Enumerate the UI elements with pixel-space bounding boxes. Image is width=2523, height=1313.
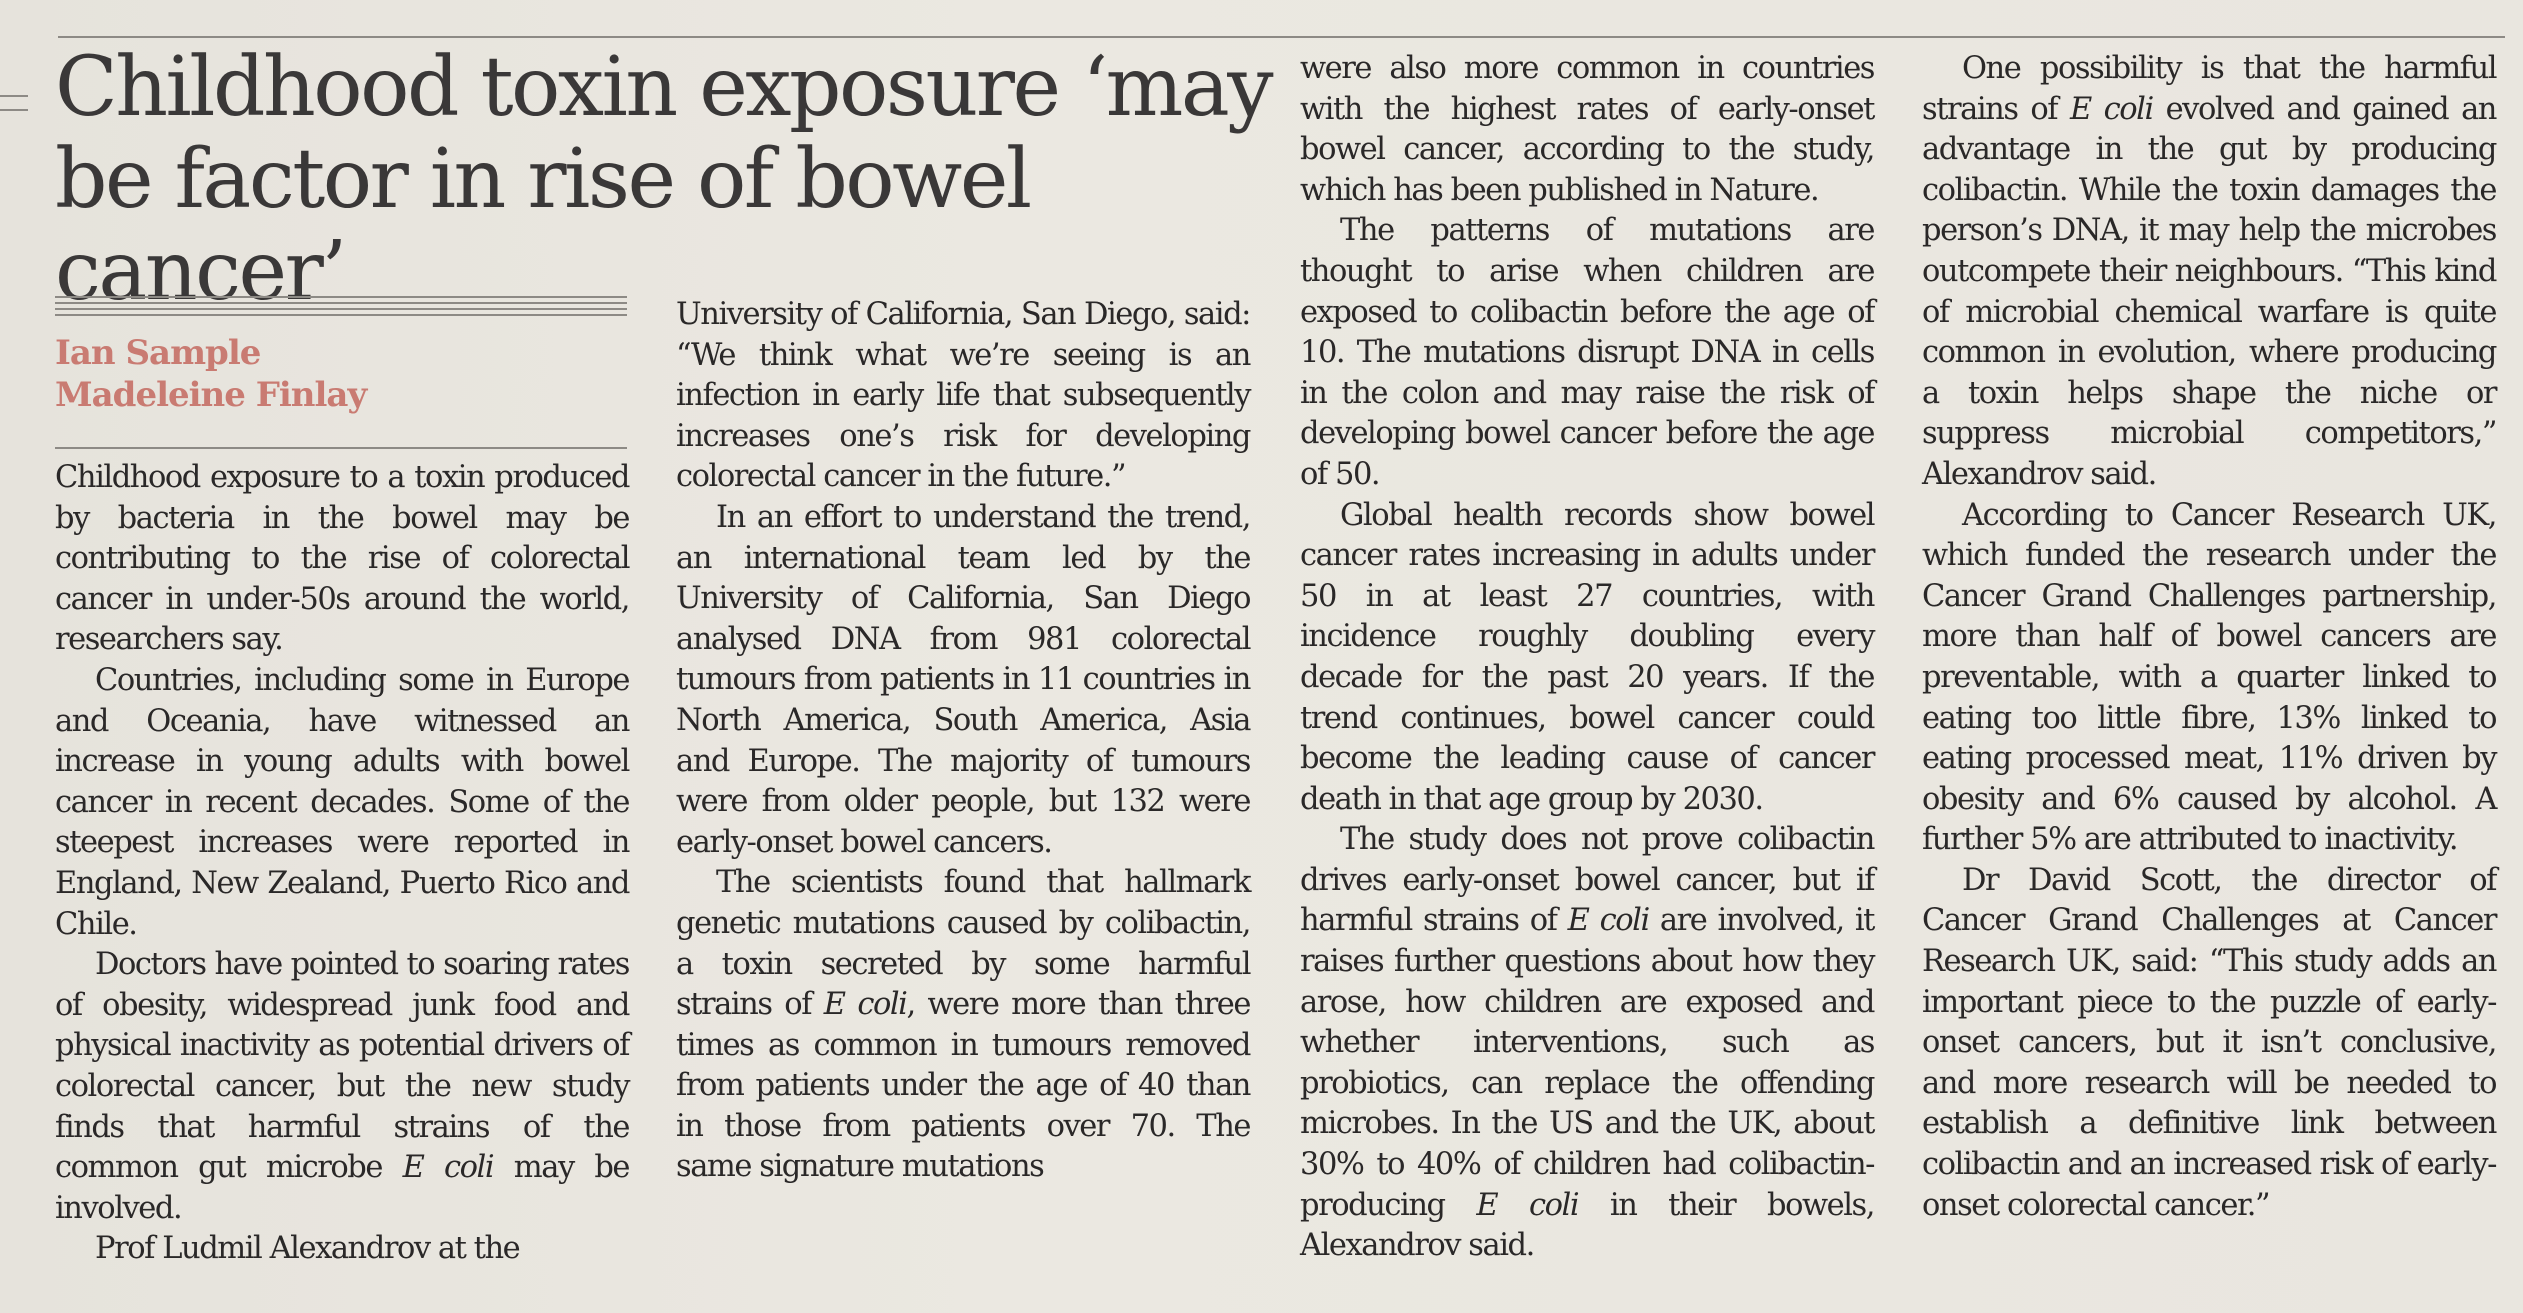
paragraph: According to Cancer Research UK, which funded the research under the Cancer Grand Challenges partnership, more than half of bowel cancers are preventable, with a quarter linked to eating too little fibre, 13% linked to eating processed meat, 11% driven by obesity and 6% caused by alcohol. A further 5% are attributed to inactivity. [1922, 497, 2496, 858]
byline-divider [55, 447, 627, 449]
paragraph: Prof Ludmil Alexandrov at the [95, 1231, 520, 1267]
species-name: E coli [402, 1150, 494, 1186]
edge-rule-marks [0, 95, 28, 123]
paragraph: Childhood exposure to a toxin produced by bacteria in the bowel may be contributing to the rise of colorectal cancer in under-50s around the world, researchers say. [55, 460, 629, 658]
species-name: E coli [823, 987, 907, 1023]
byline [55, 332, 627, 416]
species-name: E coli [2069, 91, 2153, 127]
article-column-4 [1922, 49, 2496, 1226]
author-name: Ian Sample [55, 333, 261, 373]
paragraph: were also more common in countries with the highest rates of early-onset bowel cancer, according to the study, which has been published in Nature. [1300, 51, 1874, 208]
paragraph: Doctors have pointed to soaring rates of obesity, widespread junk food and physical inactivity as potential drivers of colorectal cancer, but the new study finds that harmful strains of the common gut microbe E coli may be involved. [55, 947, 629, 1226]
paragraph: In an effort to understand the trend, an international team led by the University of California, San Diego analysed DNA from 981 colorectal tumours from patients in 11 countries in North America, South America, Asia and Europe. The majority of tumours were from older people, but 132 were early-onset bowel cancers. [676, 499, 1250, 860]
paragraph: One possibility is that the harmful strains of E coli evolved and gained an advantage in the gut by producing colibactin. While the toxin damages the person’s DNA, it may help the microbes outcompete their neighbours. “This kind of microbial chemical warfare is quite common in evolution, where producing a toxin helps shape the niche or suppress microbial competitors,” Alexandrov said. [1922, 51, 2496, 492]
paragraph: The patterns of mutations are thought to arise when children are exposed to colibactin before the age of 10. The mutations disrupt DNA in cells in the colon and may raise the risk of developing bowel cancer before the age of 50. [1300, 213, 1874, 492]
headline: Childhood toxin exposure ‘may be factor in rise of bowel cancer’ [55, 40, 1272, 319]
species-name: E coli [1476, 1187, 1579, 1223]
paragraph: University of California, San Diego, said: “We think what we’re seeing is an infection in early life that subsequently increases one’s risk for developing colorectal cancer in the future.” [676, 297, 1250, 495]
article-column-3 [1300, 49, 1874, 1267]
article-column-1 [55, 458, 629, 1270]
article-column-2 [676, 295, 1250, 1188]
author-name: Madeleine Finlay [55, 375, 367, 415]
paragraph: Countries, including some in Europe and Oceania, have witnessed an increase in young adults with bowel cancer in recent decades. Some of the steepest increases were reported in England, New Zealand, Puerto Rico and Chile. [55, 662, 629, 942]
byline-rules [55, 296, 627, 320]
paragraph: The study does not prove colibactin drives early-onset bowel cancer, but if harmful strains of E coli are involved, it raises further questions about how they arose, how children are exposed and whether interventions, such as probiotics, can replace the offending microbes. In the US and the UK, about 30% to 40% of children had colibactin-producing E coli in their bowels, Alexandrov said. [1300, 822, 1874, 1264]
paragraph: The scientists found that hallmark genetic mutations caused by colibactin, a toxin secreted by some harmful strains of E coli, were more than three times as common in tumours removed from patients under the age of 40 than in those from patients over 70. The same signature mutations [676, 865, 1250, 1185]
species-name: E coli [1567, 903, 1649, 939]
paragraph: Global health records show bowel cancer rates increasing in adults under 50 in at least 27 countries, with incidence roughly doubling every decade for the past 20 years. If the trend continues, bowel cancer could become the leading cause of cancer death in that age group by 2030. [1300, 497, 1874, 817]
paragraph: Dr David Scott, the director of Cancer Grand Challenges at Cancer Research UK, said: “This study adds an important piece to the puzzle of early-onset cancers, but it isn’t conclusive, and more research will be needed to establish a definitive link between colibactin and an increased risk of early-onset colorectal cancer.” [1922, 862, 2496, 1223]
top-rule [58, 36, 2505, 38]
